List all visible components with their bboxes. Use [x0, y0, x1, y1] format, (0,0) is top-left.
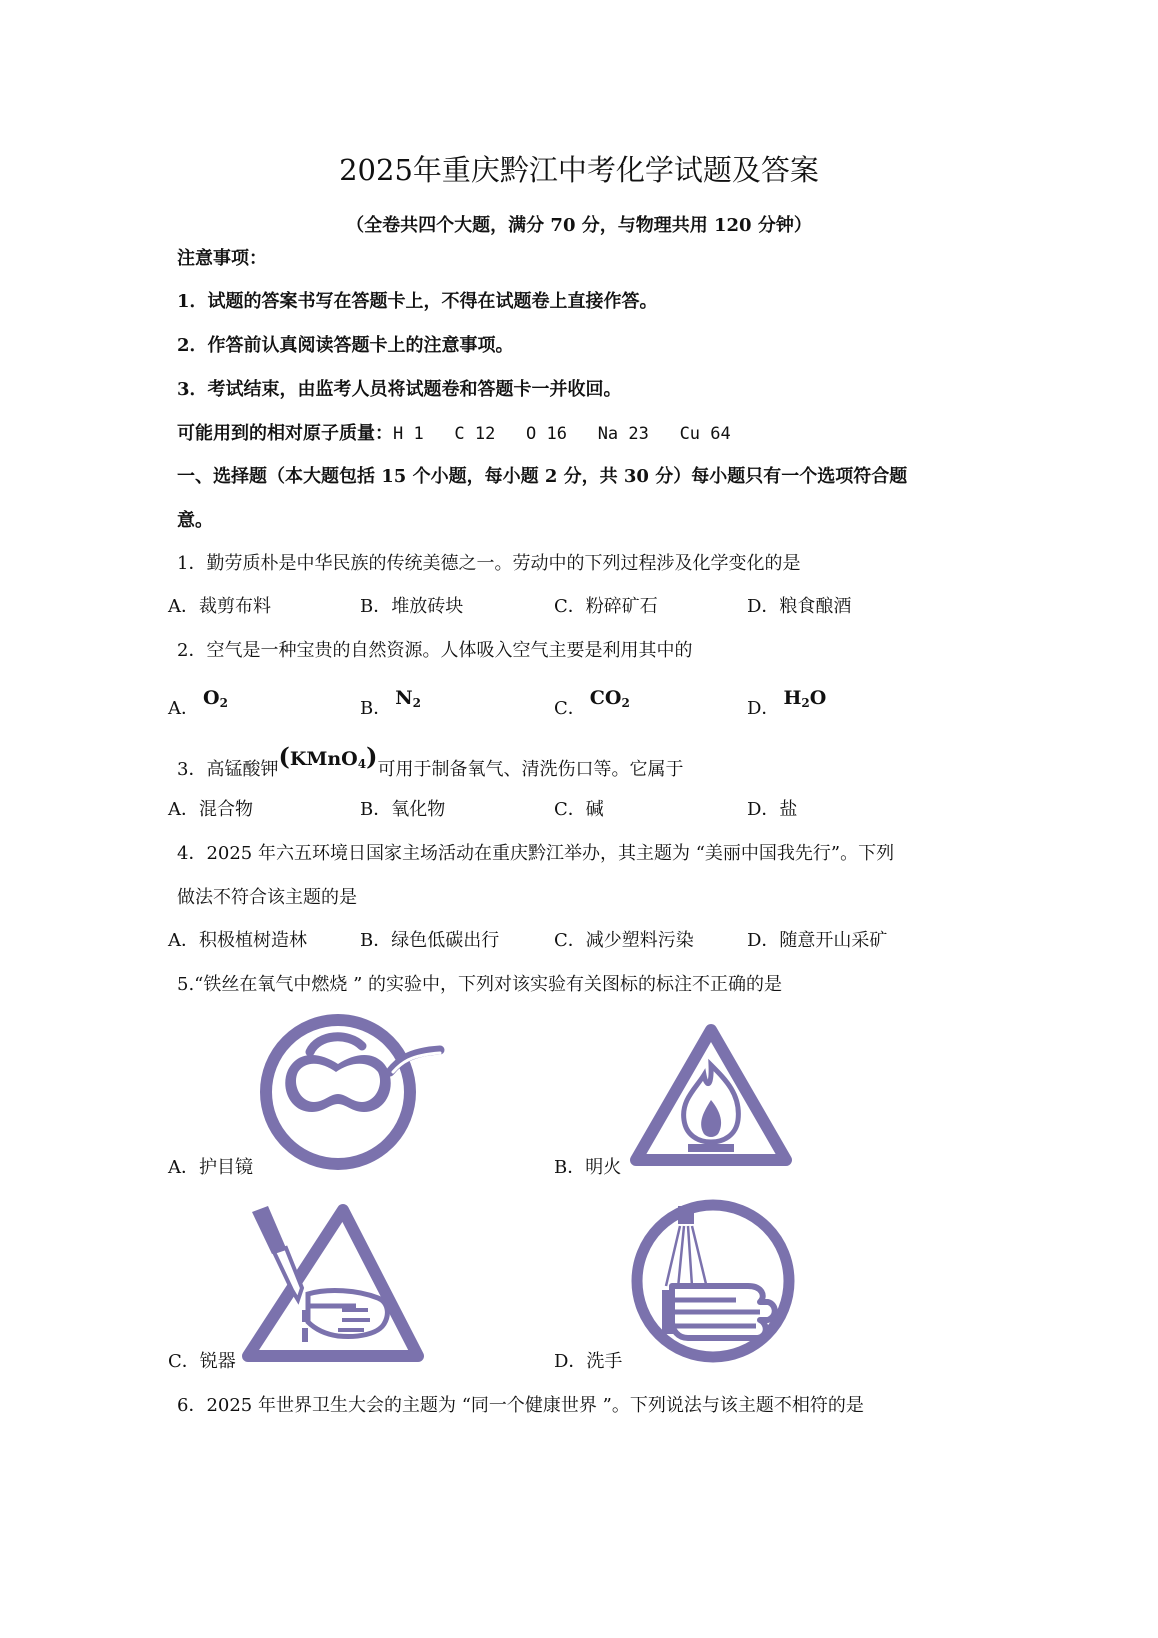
q2-option-a-letter: A． — [168, 698, 199, 719]
question-3-stem — [177, 742, 684, 788]
section1-heading-cont: 意。 — [177, 510, 213, 531]
q2-option-c-formula: $CO_2$ — [589, 687, 630, 710]
q2-option-c — [554, 687, 630, 727]
q2-option-a — [168, 687, 228, 727]
wash-hands-icon — [628, 1196, 798, 1366]
q5-option-d: D．洗手 — [554, 1351, 623, 1372]
question-2-stem: 2．空气是一种宝贵的自然资源。人体吸入空气主要是利用其中的 — [177, 640, 693, 661]
q2-option-d-letter: D． — [747, 698, 780, 719]
page-subtitle: （全卷共四个大题，满分 70 分，与物理共用 120 分钟） — [346, 215, 812, 236]
q1-option-b: B．堆放砖块 — [360, 596, 464, 617]
question-4-stem: 4．2025 年六五环境日国家主场活动在重庆黔江举办，其主题为 “美丽中国我先行”。下列 — [177, 843, 895, 864]
question-4-stem-cont: 做法不符合该主题的是 — [177, 887, 357, 908]
notice-item: 1．试题的答案书写在答题卡上，不得在试题卷上直接作答。 — [177, 291, 658, 312]
q5-option-a: A．护目镜 — [168, 1157, 253, 1178]
q4-option-b: B．绿色低碳出行 — [360, 930, 500, 951]
q4-option-c: C．减少塑料污染 — [554, 930, 694, 951]
open-flame-icon — [626, 1020, 796, 1170]
sharp-object-icon — [238, 1198, 428, 1368]
q2-option-b-letter: B． — [360, 698, 392, 719]
atomic-masses-label: 可能用到的相对原子质量： — [177, 423, 393, 444]
q2-option-c-letter: C． — [554, 698, 586, 719]
section1-heading: 一、选择题（本大题包括 15 个小题，每小题 2 分，共 30 分）每小题只有一个选项符合题 — [177, 466, 908, 487]
q2-option-d — [747, 687, 827, 727]
q2-option-d-formula: $H_2O$ — [783, 687, 827, 710]
q3-option-a: A．混合物 — [168, 799, 253, 820]
q5-option-b: B．明火 — [554, 1157, 622, 1178]
q2-option-a-formula: $O_2$ — [203, 687, 228, 710]
q1-option-a: A．裁剪布料 — [168, 596, 271, 617]
q3-option-c: C．碱 — [554, 799, 604, 820]
question-1-stem: 1．勤劳质朴是中华民族的传统美德之一。劳动中的下列过程涉及化学变化的是 — [177, 553, 801, 574]
question-5-stem: 5.“铁丝在氧气中燃烧 ” 的实验中，下列对该实验有关图标的标注不正确的是 — [177, 974, 783, 995]
q2-option-b-formula: $N_2$ — [395, 687, 421, 710]
q3-option-d: D．盐 — [747, 799, 798, 820]
atomic-masses — [177, 420, 731, 448]
notice-heading: 注意事项： — [177, 248, 267, 269]
q3-stem-after: 可用于制备氧气、清洗伤口等。它属于 — [377, 759, 684, 780]
notice-item: 2．作答前认真阅读答题卡上的注意事项。 — [177, 335, 514, 356]
notice-item: 3．考试结束，由监考人员将试题卷和答题卡一并收回。 — [177, 379, 622, 400]
q1-option-c: C．粉碎矿石 — [554, 596, 658, 617]
q3-formula: (KMnO$_4$) — [278, 742, 378, 771]
page-title: 2025年重庆黔江中考化学试题及答案 — [339, 153, 819, 187]
q4-option-d: D．随意开山采矿 — [747, 930, 888, 951]
q2-option-b — [360, 687, 421, 727]
q5-option-c: C．锐器 — [168, 1351, 236, 1372]
q3-option-b: B．氧化物 — [360, 799, 446, 820]
question-6-stem: 6．2025 年世界卫生大会的主题为 “同一个健康世界 ”。下列说法与该主题不相符的是 — [177, 1395, 864, 1416]
q3-stem-before: 3．高锰酸钾 — [177, 759, 279, 780]
q4-option-a: A．积极植树造林 — [168, 930, 307, 951]
q1-option-d: D．粮食酿酒 — [747, 596, 852, 617]
goggles-icon — [258, 1012, 448, 1172]
atomic-masses-values: H 1 C 12 O 16 Na 23 Cu 64 — [393, 424, 731, 444]
